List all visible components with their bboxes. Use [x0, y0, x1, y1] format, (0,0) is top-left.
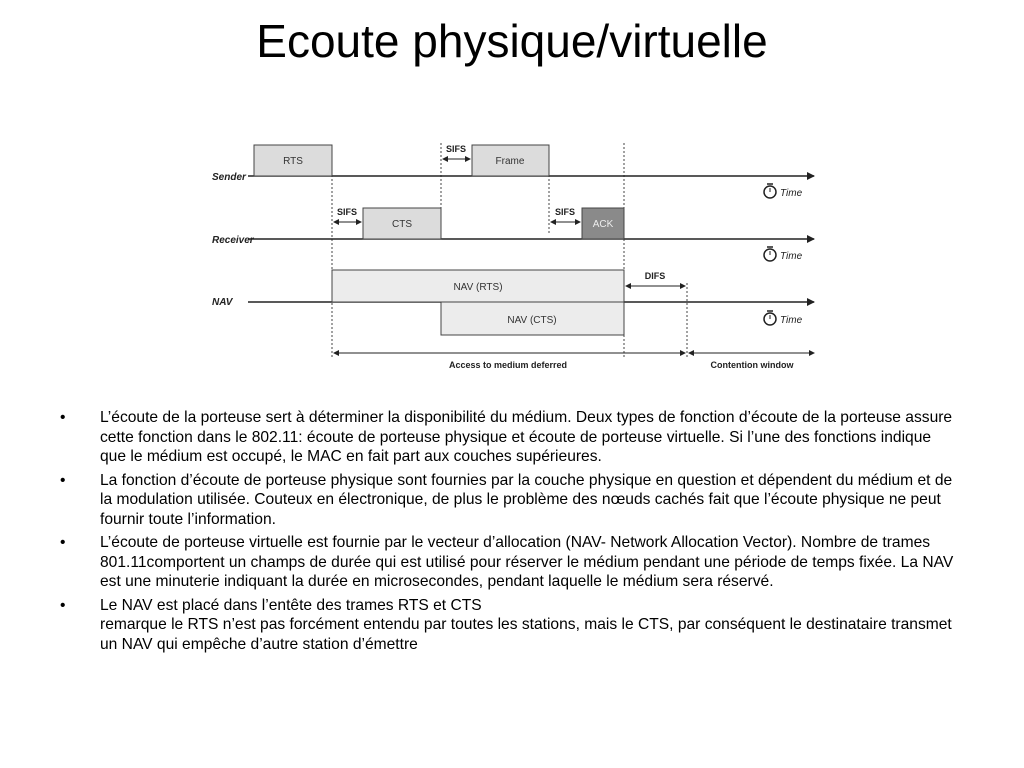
- rts-box-label: RTS: [283, 156, 303, 167]
- bullet-text: L’écoute de la porteuse sert à déterminer la disponibilité du médium. Deux types de fonction d’écoute de la porteuse assure cette fonction dans le 802.11: écoute de porteuse physique et écoute de porteuse virtuelle. Si l’une des fonctions indique que le médium est occupé, le MAC en fait part aux couches supérieures.: [100, 409, 953, 465]
- sifs-label-3: SIFS: [554, 207, 576, 217]
- bullet-item: [60, 408, 960, 467]
- frame-box-label: Frame: [495, 156, 525, 167]
- clock-icon: [764, 311, 776, 325]
- bullet-text: L’écoute de porteuse virtuelle est fournie par le vecteur d’allocation (NAV- Network Allocation Vector). Nombre de trames 801.11comportent un champs de durée qui est utilisé pour réserver le médium pendant une période de temps fixée. La NAV est une minuterie indiquant la durée en microsecondes, pendant laquelle le médium sera réservé.: [100, 534, 954, 590]
- bullet-dot: •: [60, 471, 66, 489]
- row-label-sender: Sender: [212, 172, 246, 183]
- slide-title: Ecoute physique/virtuelle: [256, 15, 768, 67]
- nav-cts-box-label: NAV (CTS): [507, 315, 557, 326]
- bullet-item: [60, 471, 960, 530]
- time-label-sender: Time: [780, 188, 803, 199]
- clock-icon: [764, 247, 776, 261]
- bullet-dot: •: [60, 409, 66, 426]
- difs-label: DIFS: [644, 271, 666, 281]
- bullet-dot: •: [60, 534, 66, 551]
- row-label-nav: NAV: [212, 297, 233, 308]
- timing-diagram: [200, 135, 830, 375]
- sifs-label-2: SIFS: [336, 207, 358, 217]
- time-label-nav: Time: [780, 315, 803, 326]
- bullet-text-remark: remarque le RTS n’est pas forcément entendu par toutes les stations, mais le CTS, par conséquent le destinataire transmet un NAV qui empêche d’autre station d’émettre: [100, 616, 952, 653]
- clock-icon: [764, 184, 776, 198]
- bullet-dot: •: [60, 596, 66, 614]
- bullet-text: La fonction d’écoute de porteuse physique sont fournies par la couche physique en question et dépendent du médium et de la modulation utilisée. Couteux en électronique, de plus le problème des nœuds cachés fait que l’écoute physique ne peut fournir toute l’information.: [100, 471, 953, 528]
- deferred-span-label: Access to medium deferred: [448, 360, 568, 370]
- bullet-list: [60, 408, 960, 658]
- ack-box-label: ACK: [592, 219, 614, 230]
- row-label-receiver: Receiver: [212, 235, 254, 246]
- bullet-item: [60, 533, 960, 592]
- contention-span-label: Contention window: [710, 360, 794, 370]
- time-label-receiver: Time: [780, 251, 803, 262]
- bullet-item: [60, 596, 960, 655]
- sifs-label-1: SIFS: [445, 144, 467, 154]
- cts-box-label: CTS: [392, 219, 412, 230]
- bullet-text: Le NAV est placé dans l’entête des trames RTS et CTS: [100, 596, 482, 614]
- nav-rts-box-label: NAV (RTS): [453, 282, 503, 293]
